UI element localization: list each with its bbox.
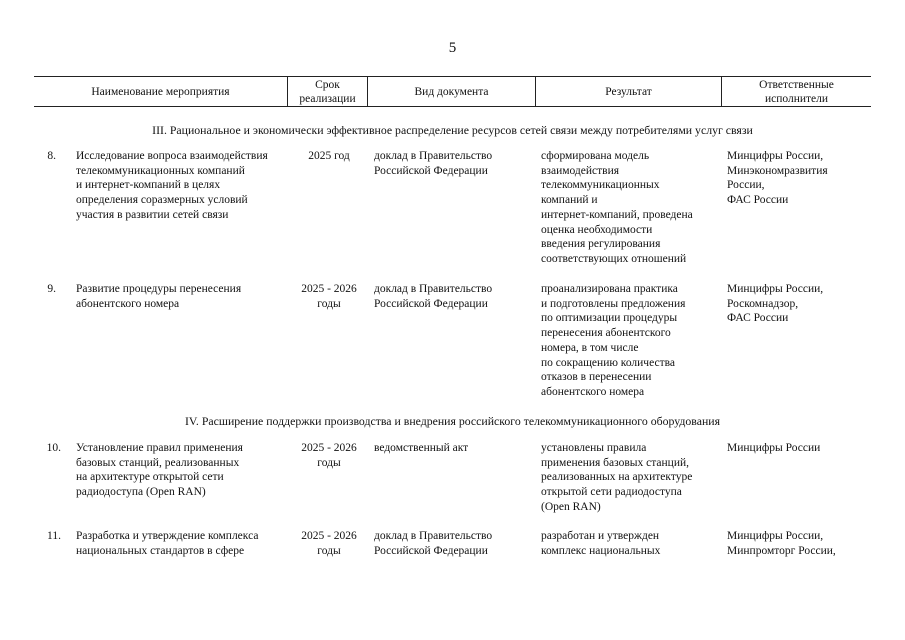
row-result: установлены правила применения базовых станций, реализованных на архитектуре открытой сети радиодоступа (Open RAN)	[541, 442, 693, 513]
row-result: сформирована модель взаимодействия телекоммуникационных компаний и интернет-компаний, проведена оценка необходимости введения регулирования соответствующих отношений	[541, 150, 693, 265]
row-doc-type: доклад в Правительство Российской Федерации	[374, 283, 493, 310]
row-responsible: Минцифры России	[727, 442, 821, 454]
row-name: Исследование вопроса взаимодействия телекоммуникационных компаний и интернет-компаний в целях определения соразмерных условий участия в развитии сетей связи	[76, 150, 268, 221]
header-result: Результат	[605, 85, 652, 98]
section-heading: III. Рациональное и экономически эффективное распределение ресурсов сетей связи между потребителями услуг связи	[152, 123, 753, 137]
row-doc-type: доклад в Правительство Российской Федерации	[374, 530, 493, 557]
header-responsible: Ответственные исполнители	[759, 78, 834, 105]
section-heading: IV. Расширение поддержки производства и внедрения российского телекоммуникационного оборудования	[185, 414, 720, 428]
row-number: 11.	[47, 530, 61, 542]
row-responsible: Минцифры России, Минэкономразвития России, ФАС России	[727, 150, 828, 207]
row-doc-type: ведомственный акт	[374, 442, 469, 454]
row-number: 10.	[46, 442, 61, 454]
header-term: Срок реализации	[299, 78, 356, 105]
header-doc-type: Вид документа	[414, 85, 489, 98]
row-name: Развитие процедуры перенесения абонентского номера	[76, 283, 242, 310]
row-term: 2025 год	[308, 150, 350, 162]
row-responsible: Минцифры России, Минпромторг России,	[727, 530, 836, 557]
row-number: 8.	[47, 150, 56, 162]
row-term: 2025 - 2026 годы	[301, 530, 357, 557]
header-bottom-rule	[34, 106, 871, 107]
row-result: проанализирована практика и подготовлены предложения по оптимизации процедуры перенесения абонентского номера, в том числе по сокращению количества отказов в перенесении абонентского номера	[541, 283, 686, 398]
row-result: разработан и утвержден комплекс национальных	[541, 530, 661, 557]
row-term: 2025 - 2026 годы	[301, 442, 357, 469]
page-number: 5	[448, 40, 457, 56]
row-name: Установление правил применения базовых станций, реализованных на архитектуре открытой сети радиодоступа (Open RAN)	[76, 442, 243, 499]
row-number: 9.	[47, 283, 56, 295]
row-doc-type: доклад в Правительство Российской Федерации	[374, 150, 493, 177]
row-term: 2025 - 2026 годы	[301, 283, 357, 310]
row-name: Разработка и утверждение комплекса национальных стандартов в сфере	[76, 530, 259, 557]
header-name: Наименование мероприятия	[91, 85, 230, 98]
row-responsible: Минцифры России, Роскомнадзор, ФАС России	[727, 283, 824, 325]
